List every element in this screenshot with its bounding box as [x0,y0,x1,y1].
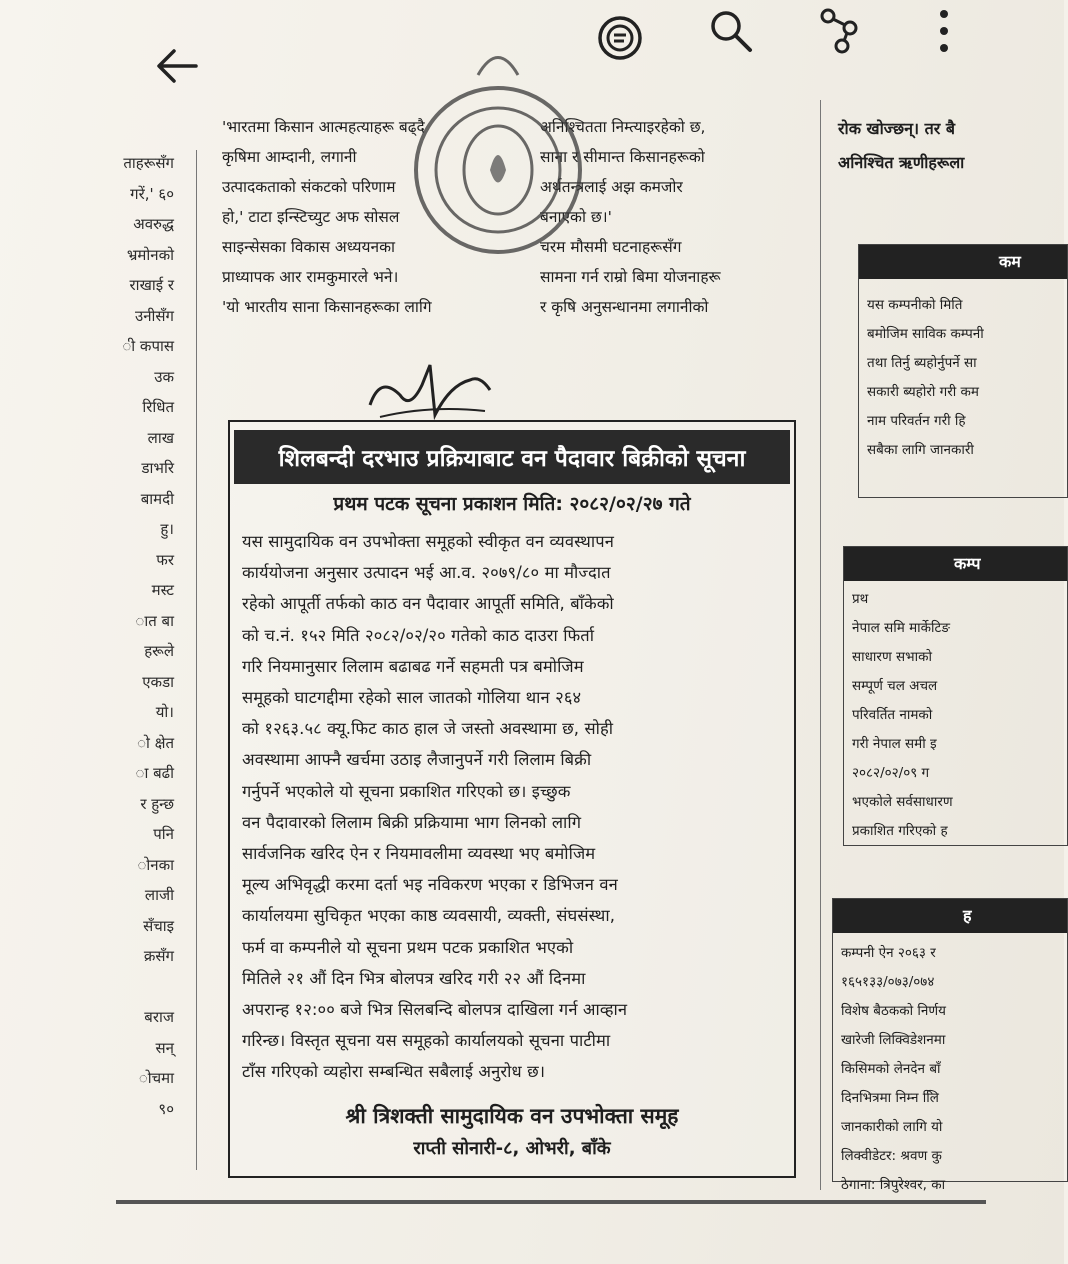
ad-line: विशेष बैठकको निर्णय [841,1003,946,1019]
article-line: अर्थतन्त्रलाई अझ कमजोर [540,178,683,196]
left-column-line: बराज [144,1008,174,1026]
left-column-line: ९० [158,1099,174,1118]
back-button[interactable] [148,38,204,94]
ad-line: जानकारीको लागि यो [841,1119,943,1135]
lens-button[interactable] [590,8,650,68]
left-column-line: मस्ट [151,581,174,599]
left-column-line: लाख [147,428,174,447]
notice-address: राप्ती सोनारी-८, ओभरी, बाँके [413,1138,611,1159]
notice-body-line: को १२६३.५८ क्यू.फिट काठ हाल जे जस्तो अवस्थामा छ, सोही [242,719,614,739]
notice-title: शिलबन्दी दरभाउ प्रक्रियाबाट वन पैदावार बिक्रीको सूचना [234,430,790,484]
search-icon [706,6,754,54]
notice-body-line: गर्नुपर्ने भएकोले यो सूचना प्रकाशित गरिएको छ। इच्छुक [242,781,571,801]
left-column-line: यो। [155,703,174,721]
notice-body-line: सार्वजनिक खरिद ऐन र नियमावलीमा व्यवस्था भए बमोजिम [242,844,596,864]
share-icon [814,6,862,54]
left-column-line: अवरुद्ध [133,215,174,233]
article-line: रोक खोज्छन्। तर बै [838,119,956,138]
left-column-line: ात बा [135,611,174,630]
left-column-line: उनीसँग [134,306,174,325]
ad-line: परिवर्तित नामको [852,707,933,723]
ad-line: प्रकाशित गरिएको ह [852,823,948,839]
top-article-column-1 [222,112,532,322]
notice-body-line: टाँस गरिएको व्यहोरा सम्बन्धित सबैलाई अनुरोध छ। [242,1062,546,1082]
article-line: चरम मौसमी घटनाहरूसँग [540,238,682,256]
left-column-line: ो क्षेत [137,733,174,752]
left-column-line: डाभरि [141,459,174,477]
left-column-line: र हुन्छ [140,794,174,813]
ad-box-header: कम्प [844,547,1067,581]
article-line: उत्पादकताको संकटको परिणाम [222,178,396,196]
notice-body-line: यस सामुदायिक वन उपभोक्ता समूहको स्वीकृत वन व्यवस्थापन [242,532,614,551]
ad-line: कम्पनी ऐन २०६३ र [841,945,936,961]
ad-box-header: कम [859,245,1067,279]
left-column-line: गरें,' ६० [130,184,174,203]
left-column-line: हु। [160,520,174,538]
notice-body-line: कार्यालयमा सुचिकृत भएका काष्ठ व्यवसायी, व्यक्ती, संघसंस्था, [242,906,616,926]
ad-line: १६५१३३/०७३/०७४ [841,974,935,990]
more-options-button[interactable] [922,0,966,60]
ad-line: सकारी ब्यहोरो गरी कम [867,384,979,400]
left-column-line: पनि [153,825,174,843]
article-line: साना र सीमान्त किसानहरूको [540,148,705,166]
ad-line: गरी नेपाल समी इ [852,736,937,752]
ad-line: नाम परिवर्तन गरी हि [867,413,966,429]
notice-body-line: समूहको घाटगद्दीमा रहेको साल जातको गोलिया थान २६४ [242,688,582,708]
ad-box-header: ह [833,899,1067,933]
ad-line: प्रथ [852,591,869,607]
notice-signatory: श्री त्रिशक्ती सामुदायिक वन उपभोक्ता समूह [345,1104,679,1128]
left-column-line: ा बढी [135,764,174,782]
ad-line: तथा तिर्नु ब्यहोर्नुपर्ने सा [867,355,977,371]
notice-body-line: मूल्य अभिवृद्धी करमा दर्ता भइ नविकरण भएका र डिभिजन वन [242,875,618,895]
lens-icon [594,12,646,64]
left-column-line: भ्रमोनको [126,245,174,264]
article-line: प्राध्यापक आर रामकुमारले भने। [222,268,399,286]
ad-line: खारेजी लिक्विडेशनमा [841,1032,946,1048]
notice-body [242,526,788,1088]
notice-body-line: मितिले २१ औं दिन भित्र बोलपत्र खरिद गरी २२ औं दिनमा [242,968,586,988]
ad-line: दिनभित्रमा निम्न लिि [841,1090,939,1106]
left-column-line: हरूले [144,642,174,660]
ad-line: बमोजिम साविक कम्पनी [867,326,984,342]
left-column-line [104,972,174,1003]
top-article-column-2 [540,112,830,322]
notice-body-line: कार्ययोजना अनुसार उत्पादन भई आ.व. २०७९/८० मा मौज्दात [242,563,611,583]
tender-notice [228,420,796,1178]
left-column-line: ताहरूसँग [123,154,174,172]
article-line: सामना गर्न राम्रो बिमा योजनाहरू [540,268,721,286]
search-button[interactable] [700,0,760,60]
article-line: कृषिमा आम्दानी, लगानी [222,148,357,166]
notice-body-line: वन पैदावारको लिलाम बिक्री प्रक्रियामा भाग लिनको लागि [242,812,582,832]
left-column-line: रिधित [142,398,174,416]
article-line: अनिश्चितता निम्त्याइरहेको छ, [540,118,706,136]
ad-line: सम्पूर्ण चल अचल [852,678,938,694]
notice-body-line: गरि नियमानुसार लिलाम बढाबढ गर्ने सहमती पत्र बमोजिम [242,656,584,676]
notice-body-line: को च.नं. १५२ मिति २०८२/०२/२० गतेको काठ दाउरा फिर्ता [242,625,595,645]
left-column-line: ोनका [137,855,174,874]
left-column-line: क्रसँग [143,947,174,965]
arrow-left-icon [154,48,198,84]
left-column-line: बामदी [140,489,174,508]
right-ad-box-2 [843,546,1068,846]
article-line: 'यो भारतीय साना किसानहरूका लागि [222,298,432,316]
notice-publish-date: प्रथम पटक सूचना प्रकाशन मिति: २०८२/०२/२७ गते [333,493,691,515]
left-column-line: ी कपास [122,337,174,355]
notice-body-line: अपरान्ह १२:०० बजे भित्र सिलबन्दि बोलपत्र दाखिला गर्न आव्हान [242,1000,628,1020]
signature-icon [360,345,500,425]
right-ad-box-3 [832,898,1068,1193]
ad-line: ठेगाना: त्रिपुरेश्वर, का [841,1177,946,1193]
article-line: बनाएको छ।' [540,208,612,226]
article-line: साइन्सेसका विकास अध्ययनका [222,238,396,256]
left-column-line: सन् [155,1038,174,1057]
left-column-line: फर [156,550,174,569]
viewer-toolbar [0,0,1064,95]
notice-body-line: अवस्थामा आफ्नै खर्चमा उठाइ लैजानुपर्ने गरी लिलाम बिक्री [242,750,592,770]
notice-body-line: फर्म वा कम्पनीले यो सूचना प्रथम पटक प्रकाशित भएको [242,937,574,957]
notice-body-line: गरिन्छ। विस्तृत सूचना यस समूहको कार्यालयको सूचना पाटीमा [242,1031,611,1051]
bottom-rule [116,1200,986,1204]
ad-line: किसिमको लेनदेन बाँ [841,1061,941,1077]
ad-line: नेपाल समि मार्केटिङ [852,620,950,636]
ad-line: साधारण सभाको [852,649,932,665]
ad-line: २०८२/०२/०९ ग [852,765,930,781]
ad-line: लिक्वीडेटर: श्रवण कु [841,1148,942,1164]
left-column-text [104,148,174,1124]
top-right-article [838,112,1028,180]
left-column-line: राखाई र [129,276,174,294]
article-line: र कृषि अनुसन्धानमा लगानीको [540,298,709,316]
ad-line: सबैका लागि जानकारी [867,442,974,458]
right-ad-box-1 [858,244,1068,498]
article-line: हो,' टाटा इन्स्टिच्युट अफ सोसल [222,208,400,226]
share-button[interactable] [808,0,868,60]
left-column-line: लाजी [144,886,174,904]
left-column-line: सँचाइ [143,916,174,935]
ad-line: यस कम्पनीको मिति [867,297,963,313]
more-vertical-icon [938,6,950,54]
ad-line: भएकोले सर्वसाधारण [852,794,953,810]
article-line: 'भारतमा किसान आत्महत्याहरू बढ्दै [222,118,425,136]
column-divider [196,150,197,1170]
article-line: अनिश्चित ऋणीहरूला [838,153,965,172]
notice-body-line: रहेको आपूर्ती तर्फको काठ वन पैदावार आपूर्ती समिति, बाँकेको [242,594,614,614]
left-column-line: उक [154,367,174,386]
left-column-line: ोचमा [138,1069,174,1087]
left-column-line: एकडा [142,672,174,691]
